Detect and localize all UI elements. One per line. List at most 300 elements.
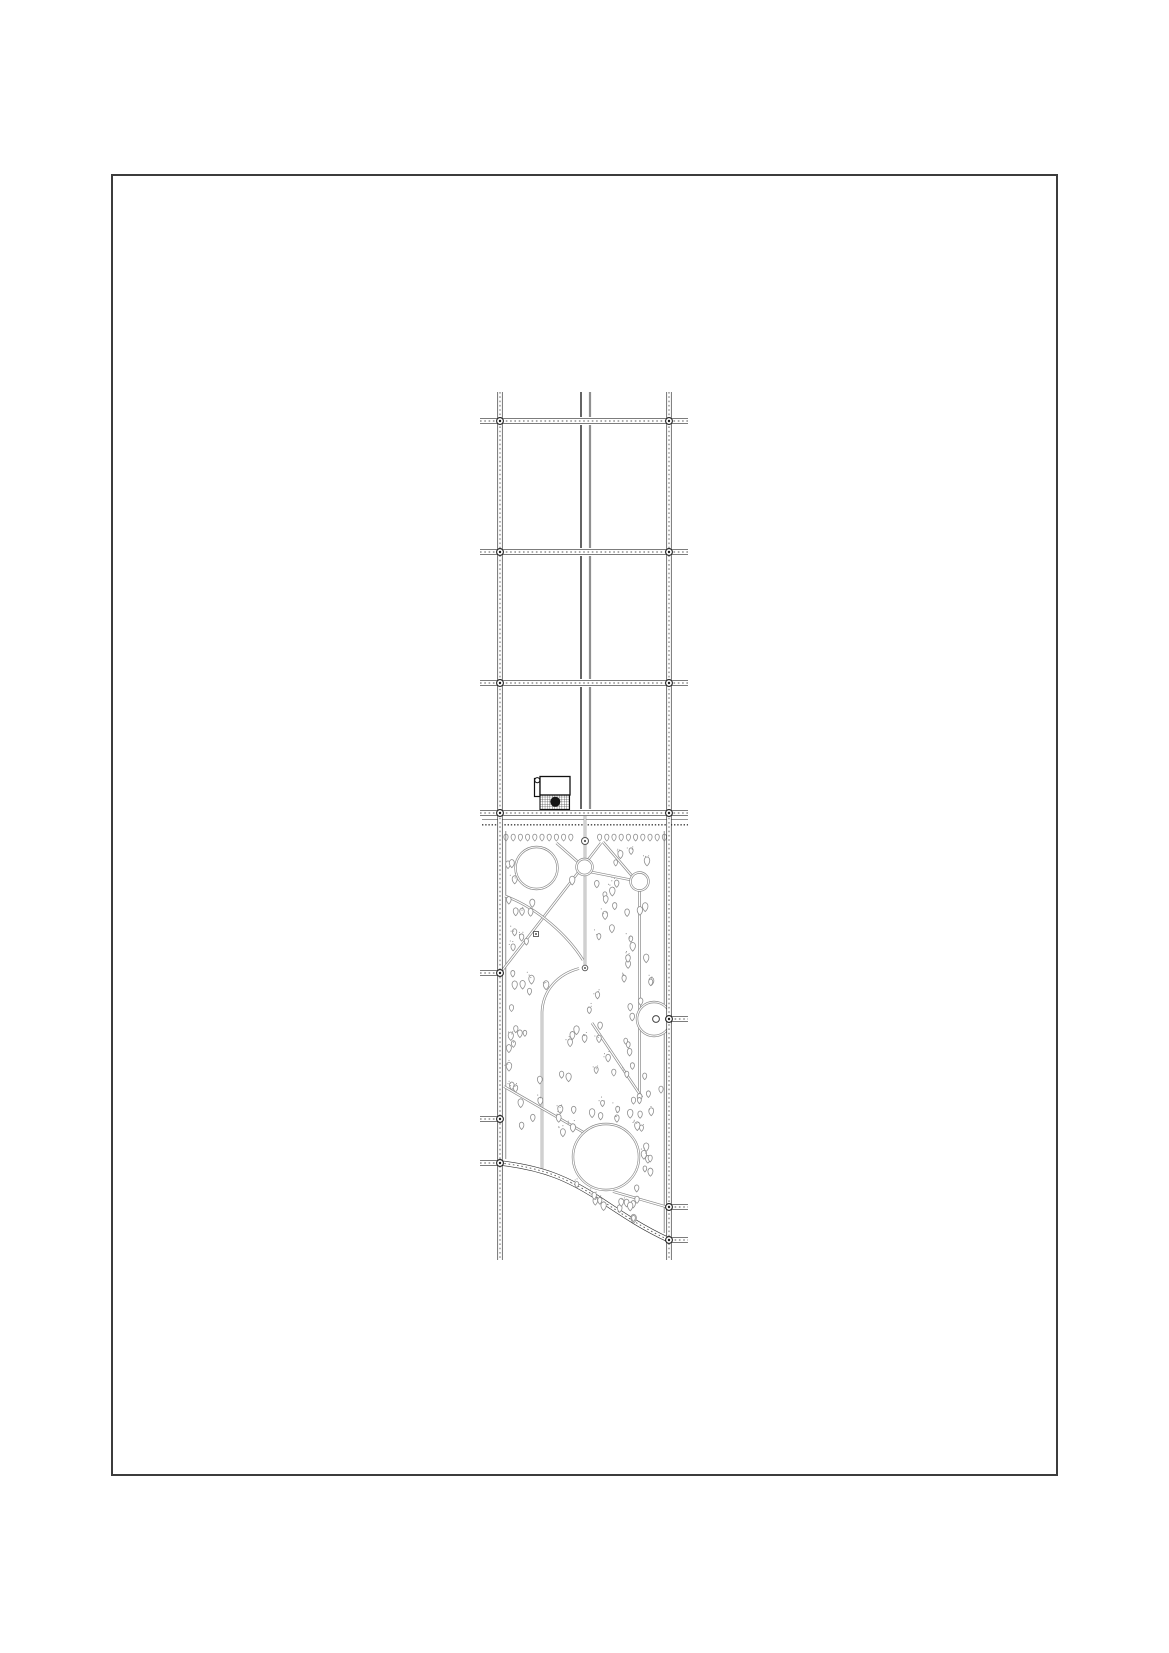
tree-symbol <box>508 1031 513 1040</box>
tree-dot <box>632 849 633 850</box>
junction-dot <box>499 812 501 814</box>
tree-dot <box>612 1102 613 1103</box>
tree-dot <box>650 1106 651 1107</box>
tree-icon <box>613 903 617 910</box>
tree-dot <box>543 982 544 983</box>
tree-symbol <box>598 1112 603 1119</box>
tree-dot <box>511 931 512 932</box>
tree-dot <box>519 932 520 933</box>
tree-dot <box>608 1051 609 1052</box>
tree-dot <box>588 1006 589 1007</box>
tree-icon <box>520 908 525 916</box>
tree-symbol <box>589 1109 594 1118</box>
tree-symbol <box>625 951 630 962</box>
junction-dot <box>499 972 501 974</box>
tree-dot <box>540 1097 541 1098</box>
tree-dot <box>601 1097 602 1098</box>
tree-icon <box>628 1004 633 1011</box>
tree-icon <box>630 1063 634 1070</box>
tree-dot <box>569 1036 570 1037</box>
tree-icon <box>630 1013 635 1021</box>
east-plaza-center-circle <box>653 1016 660 1023</box>
tree-icon <box>518 1099 523 1108</box>
tree-icon <box>543 981 549 990</box>
tree-dot <box>597 1036 598 1037</box>
garland-tree-icon <box>554 834 558 841</box>
tree-icon <box>506 1045 511 1053</box>
tree-icon <box>627 1109 632 1118</box>
tree-symbol <box>632 1120 640 1131</box>
tree-icon <box>643 1073 647 1080</box>
tree-dot <box>599 1100 600 1101</box>
tree-dot <box>561 1105 562 1106</box>
tree-symbol <box>627 1048 632 1056</box>
tree-dot <box>562 1125 563 1126</box>
tree-icon <box>606 1054 611 1062</box>
tree-icon <box>506 1062 511 1071</box>
tree-icon <box>559 1071 563 1078</box>
tree-dot <box>632 1122 633 1123</box>
tree-dot <box>627 847 628 848</box>
tree-dot <box>606 912 607 913</box>
tree-symbol <box>631 1097 635 1104</box>
tree-dot <box>625 952 626 953</box>
tree-icon <box>603 896 608 904</box>
tree-icon <box>614 880 618 887</box>
tree-symbol <box>594 929 601 940</box>
tree-symbol <box>644 954 649 963</box>
tree-symbol <box>649 1106 654 1116</box>
garland-tree-icon <box>605 834 609 841</box>
tree-icon <box>644 857 650 866</box>
tree-symbol <box>519 1122 524 1129</box>
tree-dot <box>586 1032 587 1033</box>
tree-symbol <box>520 980 525 989</box>
tree-symbol <box>637 1097 641 1103</box>
tree-symbol <box>594 1035 601 1043</box>
tree-symbol <box>528 908 533 916</box>
tree-icon <box>558 1105 563 1113</box>
tree-symbol <box>593 1065 599 1073</box>
tree-dot <box>609 885 610 886</box>
tree-dot <box>634 1120 635 1121</box>
tree-icon <box>594 1067 598 1074</box>
tree-symbol <box>617 849 623 859</box>
tree-symbol <box>582 1032 587 1043</box>
junction-dot <box>499 551 501 553</box>
junction-dot <box>499 420 501 422</box>
tree-icon <box>575 1181 579 1187</box>
tree-dot <box>565 1039 566 1040</box>
tree-icon <box>609 925 614 933</box>
tree-dot <box>511 1033 512 1034</box>
tree-dot <box>630 936 631 937</box>
tree-dot <box>510 1085 511 1086</box>
tree-dot <box>623 974 624 975</box>
tree-dot <box>611 880 612 881</box>
tree-symbol <box>506 896 511 904</box>
garland-tree-icon <box>533 834 537 841</box>
tree-icon <box>601 1202 606 1211</box>
tree-dot <box>625 1071 626 1072</box>
tree-dot <box>594 1035 595 1036</box>
tree-dot <box>570 1037 571 1038</box>
tree-dot <box>591 1003 592 1004</box>
park-gate-dot <box>584 840 586 842</box>
tree-symbol <box>558 1125 565 1137</box>
tree-symbol <box>587 1003 591 1014</box>
tree-dot <box>510 1083 511 1084</box>
junction-dot <box>499 682 501 684</box>
tree-dot <box>515 873 516 874</box>
tree-symbol <box>612 1069 616 1076</box>
tree-icon <box>630 942 635 951</box>
tree-icon <box>570 1124 575 1132</box>
tree-dot <box>519 934 520 935</box>
tree-symbol <box>659 1086 663 1093</box>
junction-dot <box>668 420 670 422</box>
tree-dot <box>636 1123 637 1124</box>
tree-dot <box>626 951 627 952</box>
tree-symbol <box>543 981 549 990</box>
tree-symbol <box>559 1071 563 1078</box>
tree-symbol <box>518 907 525 916</box>
tree-icon <box>618 850 623 858</box>
junction-dot <box>499 1162 501 1164</box>
tree-symbol <box>523 1030 527 1036</box>
tree-dot <box>651 977 652 978</box>
tree-symbol <box>646 1091 650 1098</box>
tree-symbol <box>603 1051 610 1062</box>
tree-dot <box>601 908 602 909</box>
tree-dot <box>591 1006 592 1007</box>
tree-symbol <box>593 989 599 999</box>
tree-symbol <box>625 909 630 917</box>
tree-symbol <box>643 855 650 866</box>
tree-icon <box>632 1215 636 1221</box>
tree-dot <box>616 1116 617 1117</box>
garland-tree-icon <box>547 834 551 841</box>
tree-dot <box>598 991 599 992</box>
tree-icon <box>508 1032 513 1040</box>
tree-symbol <box>643 1073 647 1080</box>
tree-dot <box>584 1035 585 1036</box>
tree-dot <box>593 1066 594 1067</box>
tree-dot <box>632 846 633 847</box>
tree-dot <box>603 1056 604 1057</box>
tree-dot <box>599 933 600 934</box>
tree-dot <box>648 855 649 856</box>
tree-symbol <box>608 884 615 896</box>
tree-icon <box>610 887 615 896</box>
tree-icon <box>520 980 525 989</box>
tree-dot <box>622 973 623 974</box>
junction-dot <box>499 1118 501 1120</box>
tree-icon <box>616 1106 620 1113</box>
tree-icon <box>648 1168 653 1176</box>
tree-dot <box>529 975 530 976</box>
tree-icon <box>512 981 517 990</box>
tree-dot <box>622 1067 623 1068</box>
tree-symbol <box>630 1013 635 1021</box>
tree-dot <box>604 1053 605 1054</box>
garland-tree-icon <box>525 834 529 841</box>
garland-tree-icon <box>655 834 659 841</box>
junction-dot <box>668 812 670 814</box>
tree-dot <box>571 1183 572 1184</box>
park-path-inner <box>557 843 579 862</box>
tree-icon <box>511 944 515 951</box>
tree-dot <box>597 1065 598 1066</box>
tree-dot <box>643 855 644 856</box>
tree-symbol <box>557 1105 563 1114</box>
tree-icon <box>635 1185 639 1192</box>
tree-symbol <box>568 1120 576 1132</box>
tree-dot <box>645 1153 646 1154</box>
park-path-casing <box>542 969 579 1013</box>
junction-dot <box>668 682 670 684</box>
tree-dot <box>530 977 531 978</box>
tree-dot <box>507 1064 508 1065</box>
tree-symbol <box>628 1202 633 1211</box>
garland-tree-icon <box>597 834 601 841</box>
tree-icon <box>512 929 516 936</box>
tree-dot <box>545 982 546 983</box>
tree-dot <box>649 1109 650 1110</box>
tree-icon <box>649 1108 654 1116</box>
park-path-inner <box>591 872 632 880</box>
tree-icon <box>560 1129 565 1137</box>
tree-dot <box>568 1121 569 1122</box>
tree-symbol <box>615 1112 619 1122</box>
building-wing-cap <box>535 778 540 783</box>
tree-dot <box>544 982 545 983</box>
junction-dot <box>668 551 670 553</box>
junction-dot <box>668 1206 670 1208</box>
tree-dot <box>568 1123 569 1124</box>
tree-icon <box>519 934 523 941</box>
tree-symbol <box>598 1022 603 1030</box>
tree-dot <box>557 1111 558 1112</box>
tree-icon <box>527 988 531 995</box>
tree-icon <box>513 908 518 916</box>
tree-dot <box>595 1199 596 1200</box>
tree-icon <box>506 896 511 904</box>
park-path-inner <box>603 842 633 877</box>
tree-icon <box>640 1125 644 1131</box>
tree-symbol <box>527 988 531 995</box>
tree-dot <box>616 1112 617 1113</box>
tree-dot <box>512 941 513 942</box>
tree-dot <box>598 1037 599 1038</box>
tree-dot <box>626 933 627 934</box>
tree-symbol <box>595 880 600 887</box>
tree-icon <box>644 954 649 963</box>
tree-dot <box>513 931 514 932</box>
tree-icon <box>637 906 642 915</box>
tree-symbol <box>630 942 635 951</box>
tree-icon <box>509 1005 513 1012</box>
tree-symbol <box>630 1063 634 1070</box>
tree-icon <box>589 1109 594 1118</box>
tree-dot <box>622 1199 623 1200</box>
tree-symbol <box>603 896 608 904</box>
tree-dot <box>504 1065 505 1066</box>
tree-icon <box>629 936 633 942</box>
tree-symbol <box>632 1215 636 1221</box>
tree-dot <box>510 875 511 876</box>
tree-dot <box>507 1083 508 1084</box>
tree-dot <box>509 944 510 945</box>
tree-symbol <box>628 1004 633 1011</box>
tree-symbol <box>513 908 518 916</box>
tree-dot <box>617 1106 618 1107</box>
tree-dot <box>611 877 612 878</box>
tree-symbol <box>627 1109 632 1118</box>
path-nodes <box>534 932 588 971</box>
tree-dot <box>600 1195 601 1196</box>
garland-tree-icon <box>561 834 565 841</box>
tree-dot <box>594 929 595 930</box>
tree-dot <box>599 989 600 990</box>
tree-symbol <box>648 1168 653 1176</box>
tree-dot <box>623 1070 624 1071</box>
tree-icon <box>646 1091 650 1098</box>
building-court-tree <box>550 797 560 807</box>
tree-icon <box>556 1114 561 1122</box>
tree-dot <box>619 849 620 850</box>
tree-icon <box>512 876 517 884</box>
tree-dot <box>590 1188 591 1189</box>
tree-icon <box>595 880 600 887</box>
tree-icon <box>570 1031 575 1039</box>
tree-icon <box>598 1112 603 1119</box>
tree-symbol <box>571 1106 576 1113</box>
tree-symbol <box>518 1030 523 1038</box>
tree-dot <box>624 1200 625 1201</box>
tree-dot <box>508 1032 509 1033</box>
garland-tree-icon <box>648 834 652 841</box>
building-block <box>535 777 571 810</box>
tree-dot <box>603 913 604 914</box>
tree-icon <box>518 1030 523 1038</box>
tree-symbol <box>512 981 517 990</box>
tree-dot <box>614 878 615 879</box>
tree-dot <box>513 1042 514 1043</box>
tree-dot <box>596 1068 597 1069</box>
garland-tree-icon <box>518 834 522 841</box>
tree-symbol <box>509 940 515 950</box>
tree-icon <box>571 1106 576 1113</box>
tree-dot <box>556 1114 557 1115</box>
tree-icon <box>614 860 618 866</box>
tree-dot <box>617 850 618 851</box>
tree-dot <box>512 1031 513 1032</box>
tree-icon <box>622 975 626 982</box>
tree-icon <box>519 1122 524 1129</box>
tree-icon <box>597 934 601 940</box>
tree-dot <box>641 1149 642 1150</box>
tree-dot <box>518 909 519 910</box>
tree-dot <box>515 877 516 878</box>
tree-symbol <box>566 1073 571 1082</box>
junction-dot <box>668 1018 670 1020</box>
tree-icon <box>637 1097 641 1103</box>
tree-dot <box>613 887 614 888</box>
tree-symbol <box>530 899 535 907</box>
tree-symbol <box>511 970 515 977</box>
building-main <box>540 777 570 796</box>
tree-symbol <box>510 926 517 936</box>
garland-tree-icon <box>569 834 573 841</box>
tree-icon <box>635 1122 640 1131</box>
garland-tree-icon <box>612 834 616 841</box>
tree-dot <box>574 1120 575 1121</box>
tree-symbol <box>627 846 634 854</box>
tree-dot <box>593 993 594 994</box>
tree-icon <box>631 1097 635 1104</box>
tree-symbol <box>599 1097 605 1107</box>
tree-symbol <box>637 906 642 915</box>
boulevard-lines <box>581 392 590 809</box>
tree-icon <box>530 899 535 907</box>
tree-symbol <box>519 932 524 941</box>
tree-icon <box>531 1114 536 1121</box>
tree-dot <box>537 1095 538 1096</box>
garland-tree-icon <box>511 834 515 841</box>
tree-icon <box>587 1007 591 1014</box>
tree-symbol <box>612 1102 620 1112</box>
tree-symbol <box>638 1111 642 1118</box>
tree-dot <box>629 937 630 938</box>
tree-symbol <box>570 1031 575 1039</box>
tree-symbol <box>531 1114 536 1121</box>
tree-symbol <box>527 972 534 984</box>
tree-icon <box>625 1071 629 1077</box>
tree-icon <box>624 1038 628 1044</box>
tree-icon <box>511 970 515 977</box>
tree-dot <box>527 972 528 973</box>
park-path-inner <box>592 1023 642 1098</box>
tree-icon <box>524 938 528 945</box>
garland-tree-icon <box>633 834 637 841</box>
tree-symbol <box>609 925 614 933</box>
junction-dot <box>668 1239 670 1241</box>
tree-icon <box>528 908 533 916</box>
tree-dot <box>560 1107 561 1108</box>
tree-icon <box>529 975 534 984</box>
tree-dot <box>577 1178 578 1179</box>
tree-dot <box>583 1034 584 1035</box>
tree-icon <box>638 1111 642 1118</box>
tree-dot <box>558 1126 559 1127</box>
tree-dot <box>644 1148 645 1149</box>
tree-symbol <box>590 1188 597 1199</box>
tree-dot <box>608 884 609 885</box>
tree-dot <box>649 975 650 976</box>
tree-icon <box>523 1030 527 1036</box>
tree-icon <box>625 909 630 917</box>
tree-symbol <box>506 1045 511 1053</box>
tree-symbol <box>614 860 618 866</box>
garland-tree-icon <box>619 834 623 841</box>
tree-icon <box>603 911 608 919</box>
tree-symbol <box>622 973 626 983</box>
path-node-square-dot <box>535 933 537 935</box>
tree-symbol <box>643 1166 647 1172</box>
tree-dot <box>521 910 522 911</box>
tree-symbol <box>624 1038 628 1044</box>
